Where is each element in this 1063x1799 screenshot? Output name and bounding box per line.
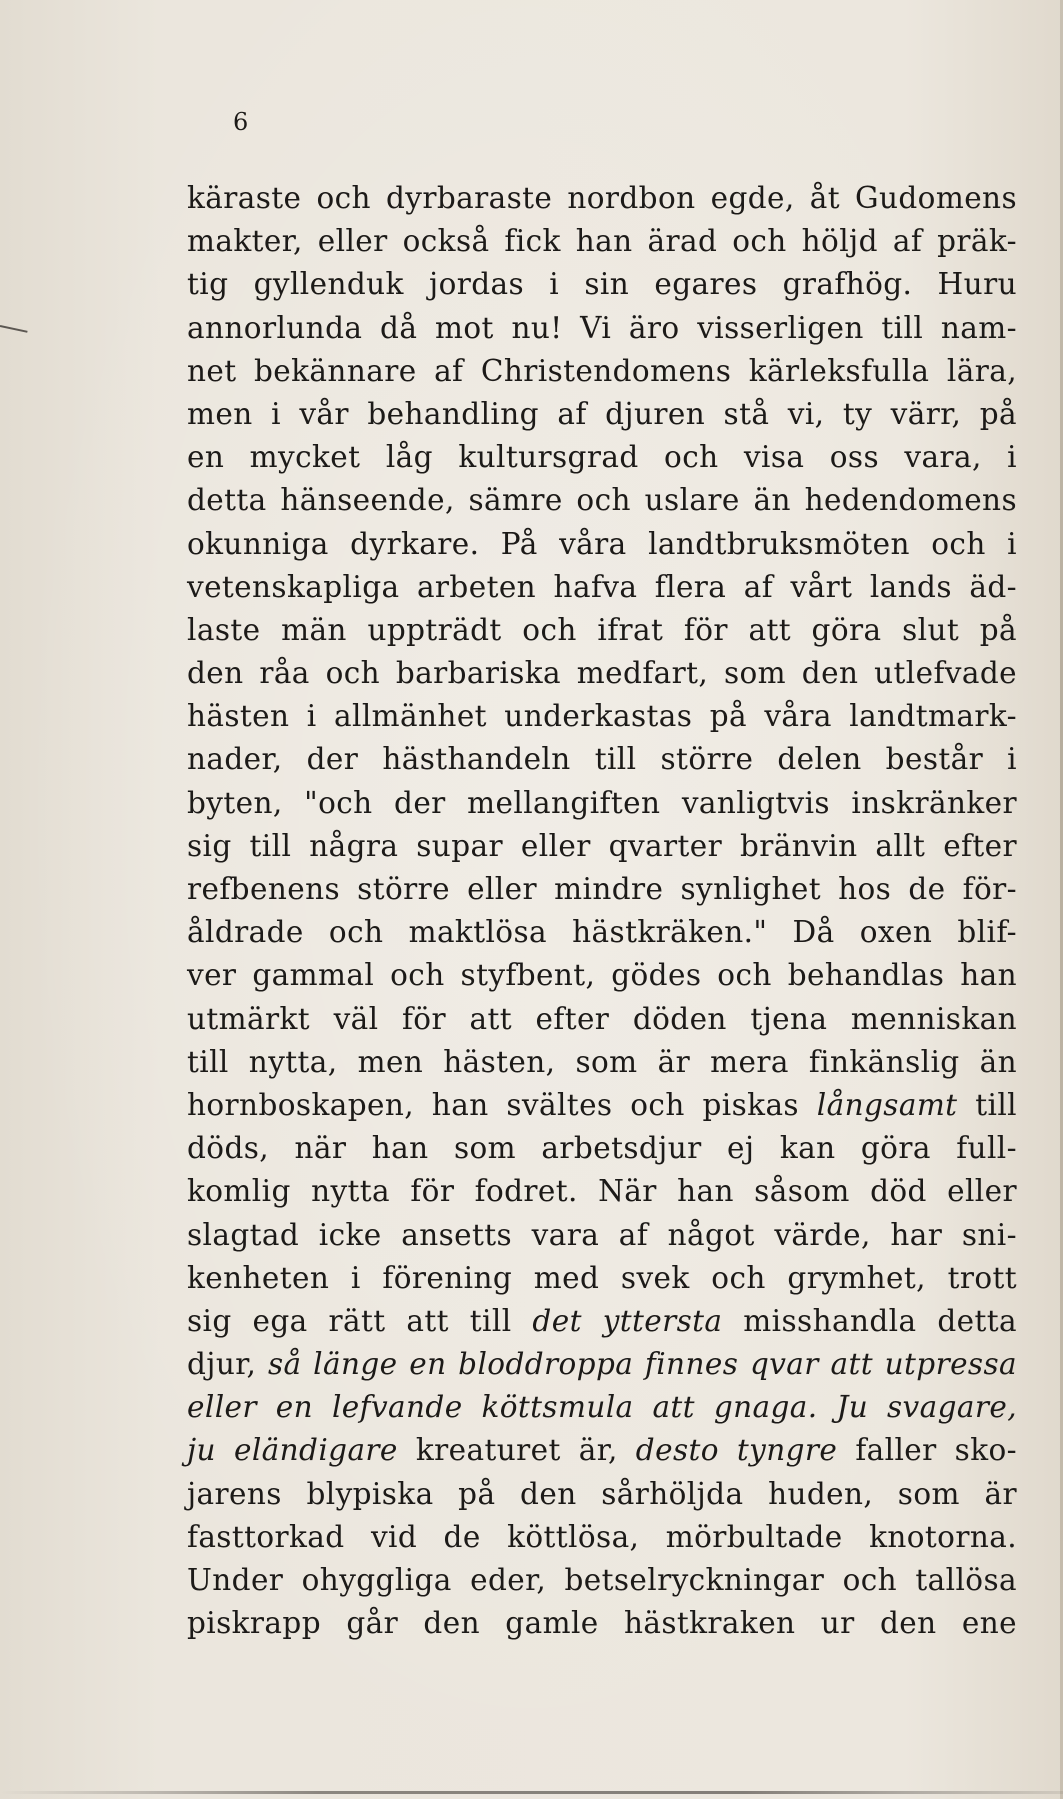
text-line-15: byten, "och der mellangiften vanligtvis inskränker [187,785,1017,820]
text-segment: sig ega rätt att till [187,1303,512,1338]
text-segment: faller sko- [855,1433,1018,1468]
text-line-6: men i vår behandling af djuren stå vi, ty värr, på [187,396,1017,431]
italic-emphasis: det yttersta [532,1303,723,1338]
text-line-10: vetenskapliga arbeten hafva flera af vårt lands äd- [187,569,1017,604]
text-line-1: käraste och dyrbaraste nordbon egde, åt Gudomens [187,181,1017,215]
text-line-5: net bekännare af Christendomens kärleksfulla lära, [187,353,1017,388]
italic-emphasis: långsamt [816,1087,958,1122]
text-line-32: fasttorkad vid de köttlösa, mörbultade knotorna. [187,1519,1017,1554]
italic-emphasis: Ju svagare, [836,1390,1017,1425]
body-text [187,177,1017,1645]
text-line-26: kenheten i förening med svek och grymhet, trott [187,1260,1017,1295]
italic-emphasis: ju eländigare [187,1433,398,1468]
text-segment: till [975,1087,1018,1122]
text-line-16: sig till några supar eller qvarter bränvin allt efter [187,828,1017,863]
italic-emphasis: så länge en bloddroppa finnes qvar att utpressa [267,1347,1018,1382]
text-segment: misshandla detta [743,1303,1017,1338]
page-number: 6 [233,108,249,136]
text-segment: hornboskapen, han svältes och piskas [187,1087,799,1122]
text-line-7: en mycket låg kultursgrad och visa oss vara, i [187,440,1017,475]
text-line-14: nader, der hästhandeln till större delen består i [187,742,1017,777]
italic-emphasis: desto tyngre [635,1433,838,1468]
text-line-33: Under ohyggliga eder, betselryckningar och tallösa [187,1563,1017,1597]
text-line-31: jarens blypiska på den sårhöljda huden, som är [187,1476,1017,1511]
text-line-25: slagtad icke ansetts vara af något värde, har sni- [187,1217,1017,1252]
text-line-13: hästen i allmänhet underkastas på våra landtmark- [187,699,1017,734]
text-line-19: ver gammal och styfbent, gödes och behandlas han [187,958,1017,993]
bottom-edge-shadow [0,1791,1063,1794]
text-line-11: laste män uppträdt och ifrat för att göra slut på [187,612,1017,647]
text-line-3: tig gyllenduk jordas i sin egares grafhög. Huru [187,267,1017,302]
text-line-20: utmärkt väl för att efter döden tjena menniskan [187,1001,1017,1036]
text-line-28 [187,1343,1017,1386]
text-line-24: komlig nytta för fodret. När han såsom död eller [187,1174,1017,1209]
text-segment: kreaturet är, [415,1433,618,1468]
text-line-18: åldrade och maktlösa hästkräken." Då oxen blif- [187,915,1017,950]
text-line-29 [187,1386,1017,1429]
margin-mark [0,325,28,333]
text-line-22 [187,1084,1017,1127]
italic-emphasis: eller en lefvande köttsmula att gnaga. [187,1390,818,1425]
text-line-8: detta hänseende, sämre och uslare än hedendomens [187,483,1017,518]
text-line-30 [187,1429,1017,1472]
text-line-12: den råa och barbariska medfart, som den utlefvade [187,656,1017,691]
text-line-17: refbenens större eller mindre synlighet hos de för- [187,872,1017,906]
text-line-27 [187,1300,1017,1343]
text-line-21: till nytta, men hästen, som är mera finkänslig än [187,1044,1017,1079]
text-line-34: piskrapp går den gamle hästkraken ur den ene [187,1606,1017,1641]
text-segment: djur, [187,1347,257,1382]
text-line-4: annorlunda då mot nu! Vi äro visserligen till nam- [187,310,1017,345]
text-line-23: döds, när han som arbetsdjur ej kan göra full- [187,1131,1017,1166]
text-line-2: makter, eller också fick han ärad och höljd af präk- [187,224,1017,259]
text-line-9: okunniga dyrkare. På våra landtbruksmöten och i [187,526,1017,561]
